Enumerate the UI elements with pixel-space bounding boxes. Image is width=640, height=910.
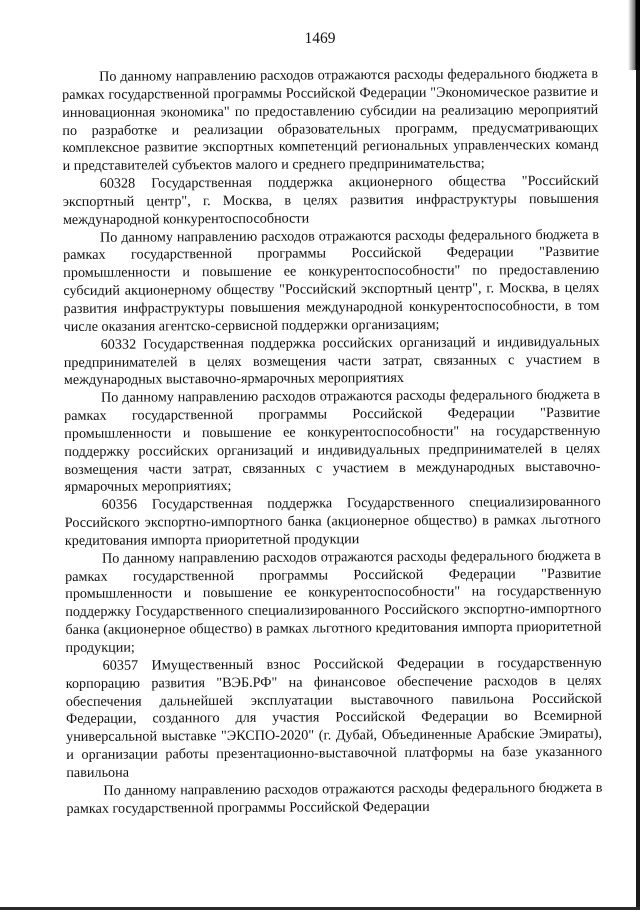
paragraph: По данному направлению расходов отражаются расходы федерального бюджета в рамках государственной программы Российской Федерации "Экономическое развитие и инновационная экономика" по предоставлению субсидии на реализацию мероприятий по разработке и реализации образовательных программ, предусматривающих комплексное развитие экспортных компетенций региональных управленческих команд и представителей субъектов малого и среднего предпринимательства; (62, 65, 599, 175)
paragraph: По данному направлению расходов отражаются расходы федерального бюджета в рамках государственной программы Российской Федерации "Развитие промышленности и повышение ее конкурентоспособности" на государственную поддержку российских организаций и индивидуальных предпринимателей в целях возмещения части затрат, связанных с участием в международных выставочно-ярмарочных мероприятиях; (64, 386, 601, 496)
paragraph: 60328 Государственная поддержка акционерного общества "Российский экспортный центр", г. Москва, в целях развития инфраструктуры повышения международной конкурентоспособности (62, 172, 599, 228)
paragraph: По данному направлению расходов отражаются расходы федерального бюджета в рамках государственной программы Российской Федерации "Развитие промышленности и повышение ее конкурентоспособности" по предоставлению субсидий акционерному обществу "Российский экспортный центр", г. Москва, в целях развития инфраструктуры повышения международной конкурентоспособности, в том числе оказания агентско-сервисной поддержки организациям; (63, 226, 600, 335)
paragraph: 60357 Имущественный взнос Российской Федерации в государственную корпорацию развития "ВЭБ.РФ" на финансовое обеспечение расходов в целях обеспечения дальнейшей эксплуатации выставочного павильона Российской Федерации, созданного для участия Российской Федерации во Всемирной универсальной выставке "ЭКСПО-2020" (г. Дубай, Объединенные Арабские Эмираты), и организации работы презентационно-выставочной платформы на базе указанного павильона (65, 654, 603, 781)
page-number: 1469 (304, 30, 336, 47)
paragraph: 60356 Государственная поддержка Государственного специализированного Российского экспортно-импортного банка (акционерное общество) в рамках льготного кредитования импорта приоритетной продукции (64, 493, 601, 549)
scan-edge-right (636, 0, 640, 910)
document-body (62, 66, 603, 819)
paragraph: По данному направлению расходов отражаются расходы федерального бюджета в рамках государственной программы Российской Федерации "Развитие промышленности и повышение ее конкурентоспособности" на государственную поддержку Государственного специализированного Российского экспортно-импортного банка (акционерное общество) в рамках льготного кредитования импорта приоритетной продукции; (65, 547, 602, 656)
paragraph: По данному направлению расходов отражаются расходы федерального бюджета в рамках государственной программы Российской Федерации (66, 779, 603, 817)
paragraph: 60332 Государственная поддержка российских организаций и индивидуальных предпринимателей в целях возмещения части затрат, связанных с участием в международных выставочно-ярмарочных мероприятиях (63, 333, 600, 389)
